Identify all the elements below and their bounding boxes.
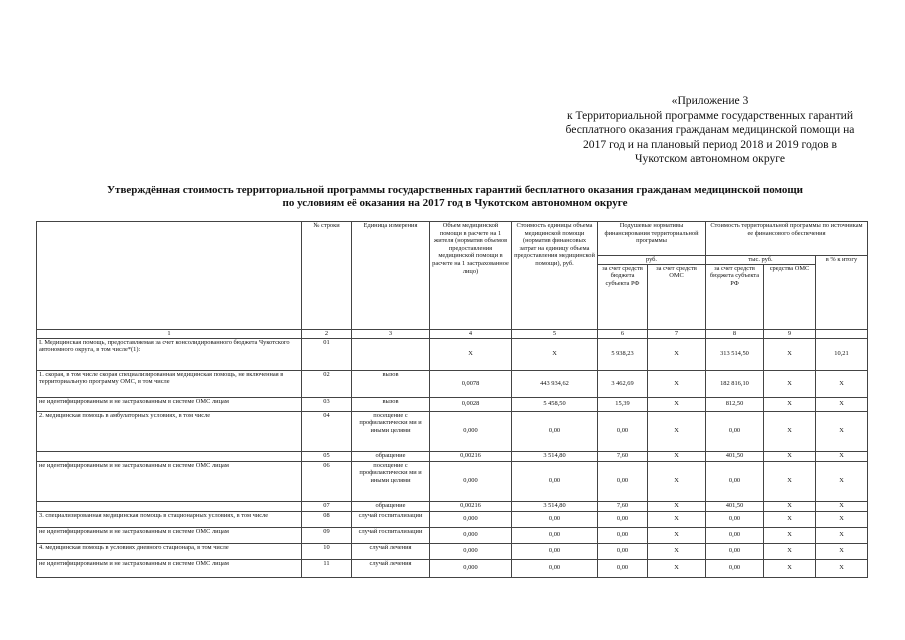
percapita-budget-cell: 7,60 <box>598 501 648 511</box>
volume-cell: 0,000 <box>430 527 512 543</box>
appendix-heading <box>540 94 880 167</box>
percapita-budget-cell: 3 462,69 <box>598 370 648 397</box>
header-rub: руб. <box>598 256 706 265</box>
percent-cell: X <box>816 543 868 559</box>
unit-cell: случай госпитализации <box>352 511 430 527</box>
volume-cell: 0,000 <box>430 461 512 501</box>
row-number: 06 <box>302 461 352 501</box>
volume-cell: X <box>430 338 512 370</box>
volume-cell: 0,000 <box>430 411 512 451</box>
row-number: 04 <box>302 411 352 451</box>
row-name-cell <box>37 501 302 511</box>
unit-cell: вызов <box>352 370 430 397</box>
row-name-cell: не идентифицированным и не застрахованным в системе ОМС лицам <box>37 527 302 543</box>
row-name-cell: 2. медицинская помощь в амбулаторных условиях, в том числе <box>37 411 302 451</box>
header-pct: в % к итогу <box>816 256 868 330</box>
cost-cell: 0,00 <box>512 411 598 451</box>
percapita-oms-cell: X <box>648 338 706 370</box>
appendix-line: «Приложение 3 <box>671 94 749 107</box>
row-number: 05 <box>302 451 352 461</box>
row-number: 11 <box>302 559 352 577</box>
col-number: 9 <box>764 329 816 338</box>
row-number: 10 <box>302 543 352 559</box>
percapita-budget-cell: 0,00 <box>598 543 648 559</box>
col-number: 3 <box>352 329 430 338</box>
table-row <box>37 397 868 411</box>
header-oms-total: средства ОМС <box>764 264 816 329</box>
total-budget-cell: 812,50 <box>706 397 764 411</box>
percent-cell: X <box>816 559 868 577</box>
row-name-cell: 3. специализированная медицинская помощь в стационарных условиях, в том числе <box>37 511 302 527</box>
total-budget-cell: 0,00 <box>706 461 764 501</box>
cost-cell: 3 514,80 <box>512 451 598 461</box>
title-line-2: по условиям её оказания на 2017 год в Чукотском автономном округе <box>282 197 628 209</box>
table-row <box>37 543 868 559</box>
header-oms: за счет средств ОМС <box>648 264 706 329</box>
row-name-cell: не идентифицированным и не застрахованным в системе ОМС лицам <box>37 559 302 577</box>
total-oms-cell: X <box>764 461 816 501</box>
row-number: 07 <box>302 501 352 511</box>
percent-cell: X <box>816 527 868 543</box>
row-number: 08 <box>302 511 352 527</box>
volume-cell: 0,000 <box>430 543 512 559</box>
header-unit: Единица измерения <box>352 222 430 330</box>
total-oms-cell: X <box>764 411 816 451</box>
table-row <box>37 451 868 461</box>
header-row-no: № строки <box>302 222 352 330</box>
row-name-cell: не идентифицированным и не застрахованным в системе ОМС лицам <box>37 461 302 501</box>
table-row <box>37 461 868 501</box>
row-name-cell: 1. скорая, в том числе скорая специализированная медицинская помощь, не включенная в территориальную программу ОМС, в том числе <box>37 370 302 397</box>
row-name-cell: не идентифицированным и не застрахованным в системе ОМС лицам <box>37 397 302 411</box>
volume-cell: 0,000 <box>430 559 512 577</box>
col-number: 5 <box>512 329 598 338</box>
header-budget: за счет средств бюджета субъекта РФ <box>598 264 648 329</box>
total-budget-cell: 0,00 <box>706 511 764 527</box>
percapita-oms-cell: X <box>648 511 706 527</box>
cost-cell: 0,00 <box>512 543 598 559</box>
percapita-budget-cell: 0,00 <box>598 527 648 543</box>
percapita-budget-cell: 0,00 <box>598 559 648 577</box>
percent-cell: X <box>816 397 868 411</box>
appendix-line: 2017 год и на плановый период 2018 и 2019 годов в <box>582 137 838 151</box>
cost-cell: 0,00 <box>512 559 598 577</box>
total-budget-cell: 182 816,10 <box>706 370 764 397</box>
percapita-budget-cell: 7,60 <box>598 451 648 461</box>
header-total: Стоимость территориальной программы по источникам ее финансового обеспечения <box>706 222 868 256</box>
unit-cell: посещение с профилактически ми и иными целями <box>352 411 430 451</box>
unit-cell: обращение <box>352 451 430 461</box>
title-line-1: Утверждённая стоимость территориальной программы государственных гарантий бесплатного оказания гражданам медицинской помощи <box>106 184 804 196</box>
row-number: 02 <box>302 370 352 397</box>
col-number: 8 <box>706 329 764 338</box>
percapita-budget-cell: 0,00 <box>598 411 648 451</box>
cost-cell: X <box>512 338 598 370</box>
total-budget-cell: 401,50 <box>706 451 764 461</box>
col-number: 6 <box>598 329 648 338</box>
percapita-oms-cell: X <box>648 370 706 397</box>
volume-cell: 0,0078 <box>430 370 512 397</box>
row-name-cell: I. Медицинская помощь, предоставляемая за счет консолидированного бюджета Чукотского автономного округа, в том числе*(1): <box>37 338 302 370</box>
cost-table-wrap <box>36 221 872 636</box>
header-budget-total: за счет средств бюджета субъекта РФ <box>706 264 764 329</box>
header-name-cell <box>37 222 302 330</box>
percapita-budget-cell: 0,00 <box>598 511 648 527</box>
percapita-oms-cell: X <box>648 543 706 559</box>
header-cost: Стоимость единицы объема медицинской помощи (норматив финансовых затрат на единицу объема предоставления медицинской помощи), руб. <box>512 222 598 330</box>
unit-cell <box>352 338 430 370</box>
document-title <box>40 184 870 210</box>
percapita-oms-cell: X <box>648 411 706 451</box>
appendix-line: Чукотском автономном округе <box>634 152 786 165</box>
row-number: 01 <box>302 338 352 370</box>
unit-cell: случай госпитализации <box>352 527 430 543</box>
total-budget-cell: 401,50 <box>706 501 764 511</box>
total-budget-cell: 0,00 <box>706 411 764 451</box>
percent-cell: X <box>816 370 868 397</box>
total-budget-cell: 0,00 <box>706 527 764 543</box>
table-row <box>37 527 868 543</box>
unit-cell: случай лечения <box>352 559 430 577</box>
row-name-cell: 4. медицинская помощь в условиях дневного стационара, в том числе <box>37 543 302 559</box>
cost-cell: 3 514,80 <box>512 501 598 511</box>
total-oms-cell: X <box>764 559 816 577</box>
col-number: 7 <box>648 329 706 338</box>
table-row <box>37 411 868 451</box>
total-oms-cell: X <box>764 397 816 411</box>
percapita-budget-cell: 0,00 <box>598 461 648 501</box>
row-number: 09 <box>302 527 352 543</box>
row-number: 03 <box>302 397 352 411</box>
percapita-budget-cell: 15,39 <box>598 397 648 411</box>
percapita-oms-cell: X <box>648 501 706 511</box>
unit-cell: случай лечения <box>352 543 430 559</box>
cost-cell: 443 934,62 <box>512 370 598 397</box>
table-row <box>37 559 868 577</box>
percent-cell: X <box>816 451 868 461</box>
total-oms-cell: X <box>764 501 816 511</box>
row-name-cell <box>37 451 302 461</box>
cost-cell: 0,00 <box>512 461 598 501</box>
unit-cell: вызов <box>352 397 430 411</box>
header-percapita: Подушевые нормативы финансирования территориальной программы <box>598 222 706 256</box>
percent-cell: 10,21 <box>816 338 868 370</box>
col-number: 1 <box>37 329 302 338</box>
total-oms-cell: X <box>764 543 816 559</box>
percapita-oms-cell: X <box>648 461 706 501</box>
unit-cell: обращение <box>352 501 430 511</box>
volume-cell: 0,0028 <box>430 397 512 411</box>
total-budget-cell: 313 514,50 <box>706 338 764 370</box>
percapita-oms-cell: X <box>648 559 706 577</box>
percent-cell: X <box>816 501 868 511</box>
total-oms-cell: X <box>764 451 816 461</box>
unit-cell: посещение с профилактически ми и иными целями <box>352 461 430 501</box>
header-thous-rub: тыс. руб. <box>706 256 816 265</box>
header-volume: Объем медицинской помощи в расчете на 1 жителя (норматив объемов предоставления медицинской помощи в расчете на 1 застрахованное лицо) <box>430 222 512 330</box>
percapita-oms-cell: X <box>648 397 706 411</box>
volume-cell: 0,00216 <box>430 501 512 511</box>
percent-cell: X <box>816 461 868 501</box>
total-oms-cell: X <box>764 338 816 370</box>
total-oms-cell: X <box>764 370 816 397</box>
table-row <box>37 370 868 397</box>
total-budget-cell: 0,00 <box>706 559 764 577</box>
col-number-empty <box>816 329 868 338</box>
table-row <box>37 511 868 527</box>
percent-cell: X <box>816 411 868 451</box>
total-oms-cell: X <box>764 511 816 527</box>
cost-table <box>36 221 868 578</box>
appendix-line: бесплатного оказания гражданам медицинской помощи на <box>565 123 855 136</box>
total-budget-cell: 0,00 <box>706 543 764 559</box>
percapita-oms-cell: X <box>648 451 706 461</box>
volume-cell: 0,000 <box>430 511 512 527</box>
total-oms-cell: X <box>764 527 816 543</box>
table-row <box>37 501 868 511</box>
cost-cell: 0,00 <box>512 527 598 543</box>
percent-cell: X <box>816 511 868 527</box>
percapita-budget-cell: 5 938,23 <box>598 338 648 370</box>
cost-cell: 0,00 <box>512 511 598 527</box>
cost-cell: 5 458,50 <box>512 397 598 411</box>
col-number: 4 <box>430 329 512 338</box>
appendix-line: к Территориальной программе государственных гарантий <box>566 108 854 122</box>
table-row <box>37 338 868 370</box>
volume-cell: 0,00216 <box>430 451 512 461</box>
percapita-oms-cell: X <box>648 527 706 543</box>
col-number: 2 <box>302 329 352 338</box>
